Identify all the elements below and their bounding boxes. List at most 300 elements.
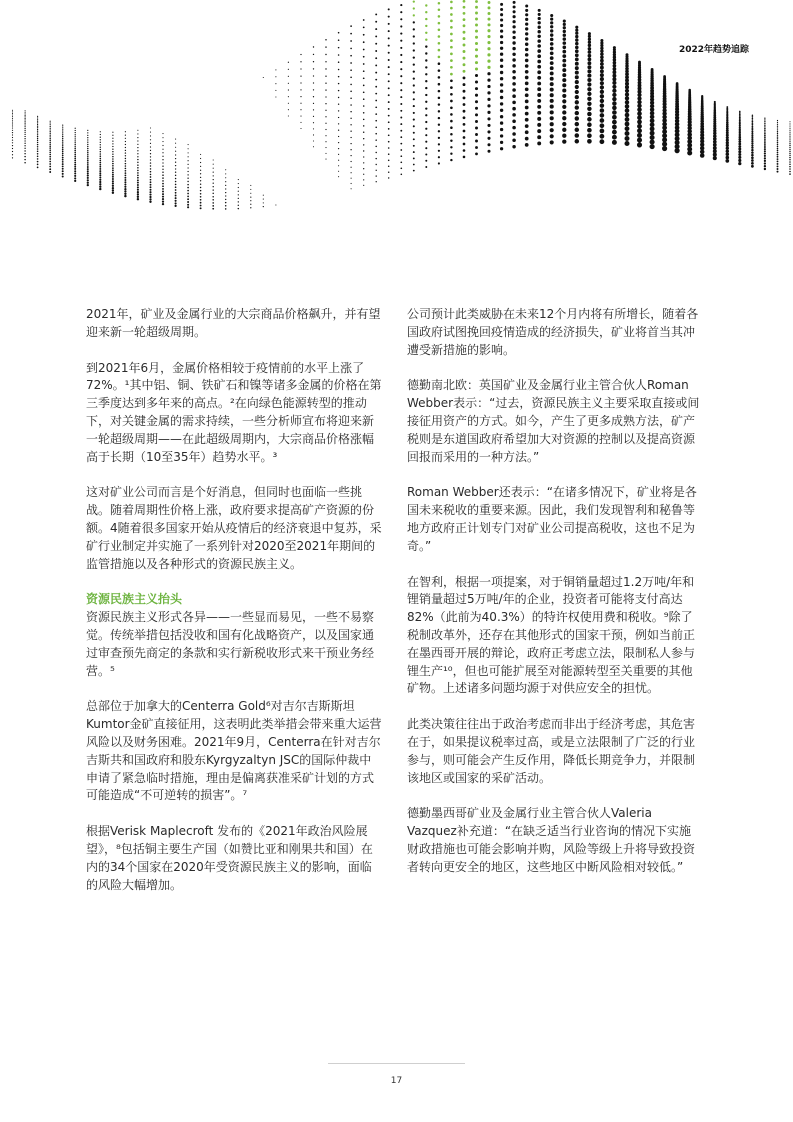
wave-dot — [162, 200, 164, 202]
wave-dot — [313, 109, 314, 110]
wave-dot — [125, 131, 126, 132]
wave-dot — [401, 174, 403, 176]
wave-dot — [487, 124, 490, 127]
wave-dot — [600, 94, 604, 98]
wave-dot — [350, 97, 352, 99]
wave-dot — [600, 108, 605, 113]
wave-dot — [150, 135, 151, 136]
wave-dot — [562, 110, 566, 114]
wave-dot — [550, 56, 554, 60]
wave-dot — [562, 78, 566, 82]
wave-dot — [12, 142, 13, 143]
wave-dot — [450, 113, 453, 116]
wave-dot — [112, 189, 114, 191]
wave-dot — [525, 4, 528, 7]
wave-dot — [612, 101, 616, 105]
wave-dot — [538, 26, 541, 29]
wave-dot — [575, 32, 578, 35]
wave-dot — [425, 160, 427, 162]
wave-dot — [112, 132, 113, 133]
wave-dot — [789, 171, 791, 173]
wave-dot — [137, 130, 138, 131]
wave-dot — [487, 111, 490, 114]
wave-dot — [713, 156, 717, 160]
wave-dot — [62, 143, 64, 145]
wave-dot — [363, 41, 365, 43]
wave-dot — [25, 119, 26, 120]
wave-dot — [487, 78, 490, 81]
wave-dot — [752, 114, 754, 116]
wave-dot — [150, 156, 151, 157]
wave-dot — [87, 132, 88, 133]
wave-dot — [25, 113, 26, 114]
wave-dot — [87, 170, 89, 172]
wave-dot — [512, 139, 516, 143]
wave-dot — [212, 208, 214, 210]
wave-dot — [275, 76, 276, 77]
wave-dot — [363, 125, 365, 127]
wave-dot — [25, 110, 26, 111]
wave-dot — [587, 65, 591, 69]
wave-dot — [500, 115, 503, 118]
wave-dot — [338, 154, 339, 155]
wave-dot — [75, 130, 76, 131]
wave-dot — [764, 150, 766, 152]
wave-dot — [600, 73, 604, 77]
wave-dot — [438, 15, 441, 18]
wave-dot — [100, 151, 101, 152]
wave-dot — [99, 181, 101, 183]
wave-dot — [350, 55, 352, 57]
wave-dot — [112, 169, 114, 171]
wave-dot — [413, 49, 415, 51]
wave-dot — [500, 109, 503, 112]
wave-dot — [512, 132, 516, 136]
wave-dot — [162, 162, 163, 163]
wave-dot — [74, 148, 76, 150]
wave-dot — [137, 191, 139, 193]
wave-dot — [225, 202, 226, 203]
wave-dot — [450, 153, 452, 155]
wave-dot — [137, 189, 139, 191]
wave-dot — [112, 138, 113, 139]
wave-dot — [388, 52, 390, 54]
wave-dot — [75, 128, 76, 129]
wave-dot — [475, 61, 478, 64]
wave-dot — [751, 134, 753, 136]
wave-dot — [124, 186, 126, 188]
wave-dot — [24, 140, 25, 141]
wave-dot — [250, 200, 251, 201]
wave-dot — [375, 106, 377, 108]
wave-dot — [588, 58, 592, 62]
wave-dot — [701, 95, 703, 97]
wave-dot — [300, 96, 301, 97]
wave-dot — [363, 144, 364, 145]
wave-dot — [100, 142, 101, 143]
wave-dot — [162, 152, 163, 153]
wave-dot — [450, 33, 453, 36]
wave-dot — [625, 92, 629, 96]
wave-dot — [512, 88, 516, 92]
wave-dot — [550, 134, 554, 138]
wave-dot — [375, 57, 377, 59]
wave-dot — [400, 143, 402, 145]
wave-dot — [112, 149, 113, 150]
wave-dot — [62, 161, 64, 163]
wave-dot — [350, 77, 352, 79]
wave-dot — [450, 26, 453, 29]
wave-dot — [37, 161, 39, 163]
wave-dot — [475, 153, 478, 156]
wave-dot — [275, 204, 276, 205]
wave-dot — [162, 183, 164, 185]
wave-dot — [213, 159, 214, 160]
wave-dot — [600, 77, 604, 81]
wave-dot — [363, 112, 365, 114]
wave-dot — [450, 1, 453, 4]
wave-dot — [388, 153, 390, 155]
wave-dot — [789, 173, 791, 175]
wave-dot — [777, 154, 779, 156]
wave-dot — [162, 166, 163, 167]
wave-dot — [238, 191, 239, 192]
wave-dot — [87, 146, 88, 147]
wave-dot — [550, 128, 554, 132]
wave-dot — [350, 167, 351, 168]
wave-dot — [200, 154, 201, 155]
wave-dot — [24, 138, 25, 139]
wave-dot — [550, 116, 554, 120]
wave-dot — [463, 90, 466, 93]
wave-dot — [363, 185, 364, 186]
wave-dot — [764, 140, 766, 142]
wave-dot — [12, 122, 13, 123]
wave-dot — [738, 153, 741, 156]
wave-dot — [413, 164, 415, 166]
wave-dot — [150, 174, 152, 176]
wave-dot — [400, 117, 402, 119]
wave-dot — [388, 8, 390, 10]
wave-dot — [738, 150, 741, 153]
wave-dot — [789, 141, 790, 142]
wave-dot — [777, 138, 778, 139]
wave-dot — [62, 136, 63, 137]
wave-dot — [75, 134, 76, 135]
wave-dot — [162, 188, 164, 190]
wave-dot — [488, 12, 491, 15]
wave-dot — [350, 124, 351, 125]
wave-dot — [525, 18, 528, 21]
wave-dot — [12, 151, 13, 152]
wave-dot — [325, 54, 326, 55]
wave-dot — [125, 155, 126, 156]
wave-dot — [500, 8, 503, 11]
wave-dot — [388, 171, 389, 172]
wave-dot — [112, 192, 114, 194]
wave-dot — [400, 75, 402, 77]
wave-dot — [388, 80, 390, 82]
wave-dot — [600, 90, 604, 94]
wave-dot — [575, 49, 579, 53]
wave-dot — [24, 136, 25, 137]
wave-dot — [24, 134, 25, 135]
wave-dot — [212, 205, 214, 207]
wave-dot — [600, 56, 604, 60]
wave-dot — [50, 133, 51, 134]
wave-dot — [538, 21, 541, 24]
wave-dot — [475, 0, 478, 3]
wave-dot — [764, 130, 766, 132]
wave-dot — [137, 137, 138, 138]
wave-dot — [338, 32, 340, 34]
wave-dot — [537, 76, 541, 80]
wave-dot — [650, 139, 655, 144]
wave-dot — [425, 38, 427, 40]
wave-dot — [125, 158, 126, 159]
wave-dot — [525, 42, 528, 45]
wave-dot — [550, 25, 553, 28]
wave-dot — [149, 201, 151, 203]
wave-dot — [789, 132, 790, 133]
wave-dot — [764, 155, 766, 157]
wave-dot — [777, 133, 778, 134]
wave-dot — [500, 65, 503, 68]
wave-dot — [789, 121, 790, 122]
wave-dot — [24, 124, 25, 125]
wave-dot — [463, 63, 466, 66]
wave-dot — [137, 147, 138, 148]
wave-dot — [450, 66, 453, 69]
wave-dot — [500, 141, 503, 144]
wave-dot — [438, 76, 441, 79]
wave-dot — [350, 33, 352, 35]
wave-dot — [24, 130, 25, 131]
wave-dot — [475, 107, 478, 110]
wave-dot — [375, 100, 377, 102]
wave-dot — [62, 157, 64, 159]
wave-dot — [74, 172, 76, 174]
wave-dot — [463, 83, 466, 86]
wave-dot — [313, 75, 314, 76]
wave-dot — [187, 190, 189, 192]
wave-dot — [400, 11, 402, 13]
wave-dot — [625, 100, 629, 104]
wave-dot — [588, 44, 591, 47]
wave-dot — [187, 206, 189, 208]
wave-dot — [625, 104, 630, 109]
wave-dot — [300, 61, 301, 62]
wave-dot — [375, 35, 377, 37]
wave-dot — [438, 110, 440, 112]
wave-dot — [49, 142, 51, 144]
wave-dot — [162, 149, 163, 150]
wave-dot — [87, 182, 89, 184]
wave-dot — [588, 47, 592, 51]
wave-dot — [74, 162, 76, 164]
wave-dot — [37, 138, 38, 139]
wave-dot — [62, 155, 64, 157]
wave-dot — [238, 201, 239, 202]
wave-dot — [25, 118, 26, 119]
wave-dot — [475, 80, 478, 83]
wave-dot — [777, 146, 779, 148]
wave-dot — [425, 11, 427, 13]
wave-dot — [487, 91, 490, 94]
wave-dot — [49, 147, 51, 149]
wave-dot — [512, 25, 515, 28]
wave-dot — [87, 175, 89, 177]
wave-dot — [187, 201, 189, 203]
wave-dot — [575, 128, 579, 132]
wave-dot — [789, 145, 790, 146]
wave-dot — [87, 179, 89, 181]
wave-dot — [777, 136, 778, 137]
wave-dot — [388, 101, 390, 103]
wave-dot — [363, 119, 365, 121]
wave-dot — [350, 131, 351, 132]
wave-dot — [575, 111, 579, 115]
wave-dot — [764, 121, 765, 122]
wave-dot — [587, 128, 592, 133]
wave-dot — [777, 148, 779, 150]
wave-dot — [325, 89, 326, 90]
wave-dot — [100, 158, 102, 160]
wave-dot — [413, 125, 415, 127]
wave-dot — [738, 138, 741, 141]
wave-dot — [313, 134, 314, 135]
wave-dot — [425, 32, 427, 34]
wave-dot — [200, 202, 202, 204]
wave-dot — [475, 94, 478, 97]
wave-dot — [400, 68, 402, 70]
wave-dot — [550, 18, 553, 21]
wave-dot — [162, 141, 163, 142]
wave-dot — [764, 146, 766, 148]
wave-dot — [738, 143, 741, 146]
wave-dot — [49, 136, 50, 137]
wave-dot — [313, 122, 314, 123]
wave-dot — [338, 176, 339, 177]
wave-dot — [550, 88, 554, 92]
wave-dot — [450, 140, 452, 142]
wave-dot — [764, 128, 766, 130]
wave-dot — [125, 152, 126, 153]
wave-dot — [625, 96, 629, 100]
wave-dot — [739, 112, 741, 114]
wave-dot — [388, 108, 390, 110]
wave-dot — [550, 77, 554, 81]
wave-dot — [588, 50, 592, 54]
wave-dot — [563, 37, 566, 40]
wave-dot — [313, 89, 314, 90]
wave-dot — [100, 134, 101, 135]
wave-dot — [777, 156, 779, 158]
wave-dot — [300, 122, 301, 123]
wave-dot — [200, 162, 201, 163]
wave-dot — [537, 87, 541, 91]
wave-dot — [99, 160, 101, 162]
wave-dot — [37, 140, 38, 141]
wave-dot — [450, 13, 453, 16]
wave-dot — [624, 141, 629, 146]
wave-dot — [24, 123, 25, 124]
wave-dot — [512, 94, 516, 98]
wave-dot — [125, 141, 126, 142]
wave-dot — [300, 89, 301, 90]
wave-dot — [74, 168, 76, 170]
wave-dot — [375, 28, 377, 30]
wave-dot — [12, 140, 13, 141]
wave-dot — [288, 103, 289, 104]
wave-dot — [562, 63, 566, 67]
wave-dot — [562, 94, 566, 98]
wave-dot — [125, 168, 127, 170]
wave-dot — [475, 12, 478, 15]
wave-dot — [600, 62, 604, 66]
wave-dot — [137, 153, 138, 154]
wave-dot — [475, 100, 478, 103]
wave-dot — [175, 189, 177, 191]
wave-dot — [612, 89, 616, 93]
wave-dot — [338, 83, 339, 84]
wave-dot — [752, 126, 754, 128]
wave-dot — [714, 101, 716, 103]
wave-dot — [575, 133, 580, 138]
wave-dot — [450, 93, 453, 96]
wave-dot — [187, 177, 188, 178]
wave-dot — [350, 40, 352, 42]
wave-dot — [150, 179, 152, 181]
wave-dot — [24, 126, 25, 127]
wave-dot — [350, 111, 351, 112]
wave-dot — [764, 165, 766, 167]
wave-dot — [187, 198, 189, 200]
wave-dot — [112, 180, 114, 182]
wave-dot — [425, 94, 427, 96]
wave-dot — [50, 122, 51, 123]
wave-dot — [463, 70, 466, 73]
wave-dot — [124, 174, 126, 176]
wave-dot — [475, 146, 478, 149]
paragraph: 德勤南北欧：英国矿业及金属行业主管合伙人Roman Webber表示：“过去，资源民族主义主要采取直接或间接征用资产的方式。如今，产生了更多成熟方法，矿产税则是东道国政府希望加大对资源的控制以及提高资源回报而采用的一种方法。” — [407, 378, 700, 464]
wave-dot — [413, 56, 415, 58]
wave-dot — [325, 147, 326, 148]
wave-dot — [112, 172, 114, 174]
wave-dot — [751, 154, 754, 157]
wave-dot — [375, 158, 376, 159]
wave-dot — [550, 47, 554, 51]
report-title: 2022年趋势追踪 — [678, 45, 749, 55]
wave-dot — [751, 142, 753, 144]
wave-dot — [525, 22, 528, 25]
wave-dot — [751, 149, 753, 151]
wave-dot — [25, 115, 26, 116]
wave-dot — [99, 179, 101, 181]
wave-dot — [375, 120, 377, 122]
wave-dot — [550, 110, 554, 114]
wave-dot — [512, 58, 515, 61]
wave-dot — [537, 129, 541, 133]
wave-dot — [212, 196, 214, 198]
wave-dot — [487, 85, 490, 88]
wave-dot — [49, 143, 51, 145]
paragraph: 这对矿业公司而言是个好消息，但同时也面临一些挑战。随着周期性价格上涨，政府要求提高矿产资源的份额。4随着很多国家开始从疫情后的经济衰退中复苏，采矿行业制定并实施了一系列针对2020至2021年期间的监管措施以及各种形式的资源民族主义。 — [86, 485, 382, 571]
wave-dot — [375, 13, 377, 15]
wave-dot — [137, 133, 138, 134]
wave-dot — [62, 153, 64, 155]
wave-dot — [550, 82, 554, 86]
